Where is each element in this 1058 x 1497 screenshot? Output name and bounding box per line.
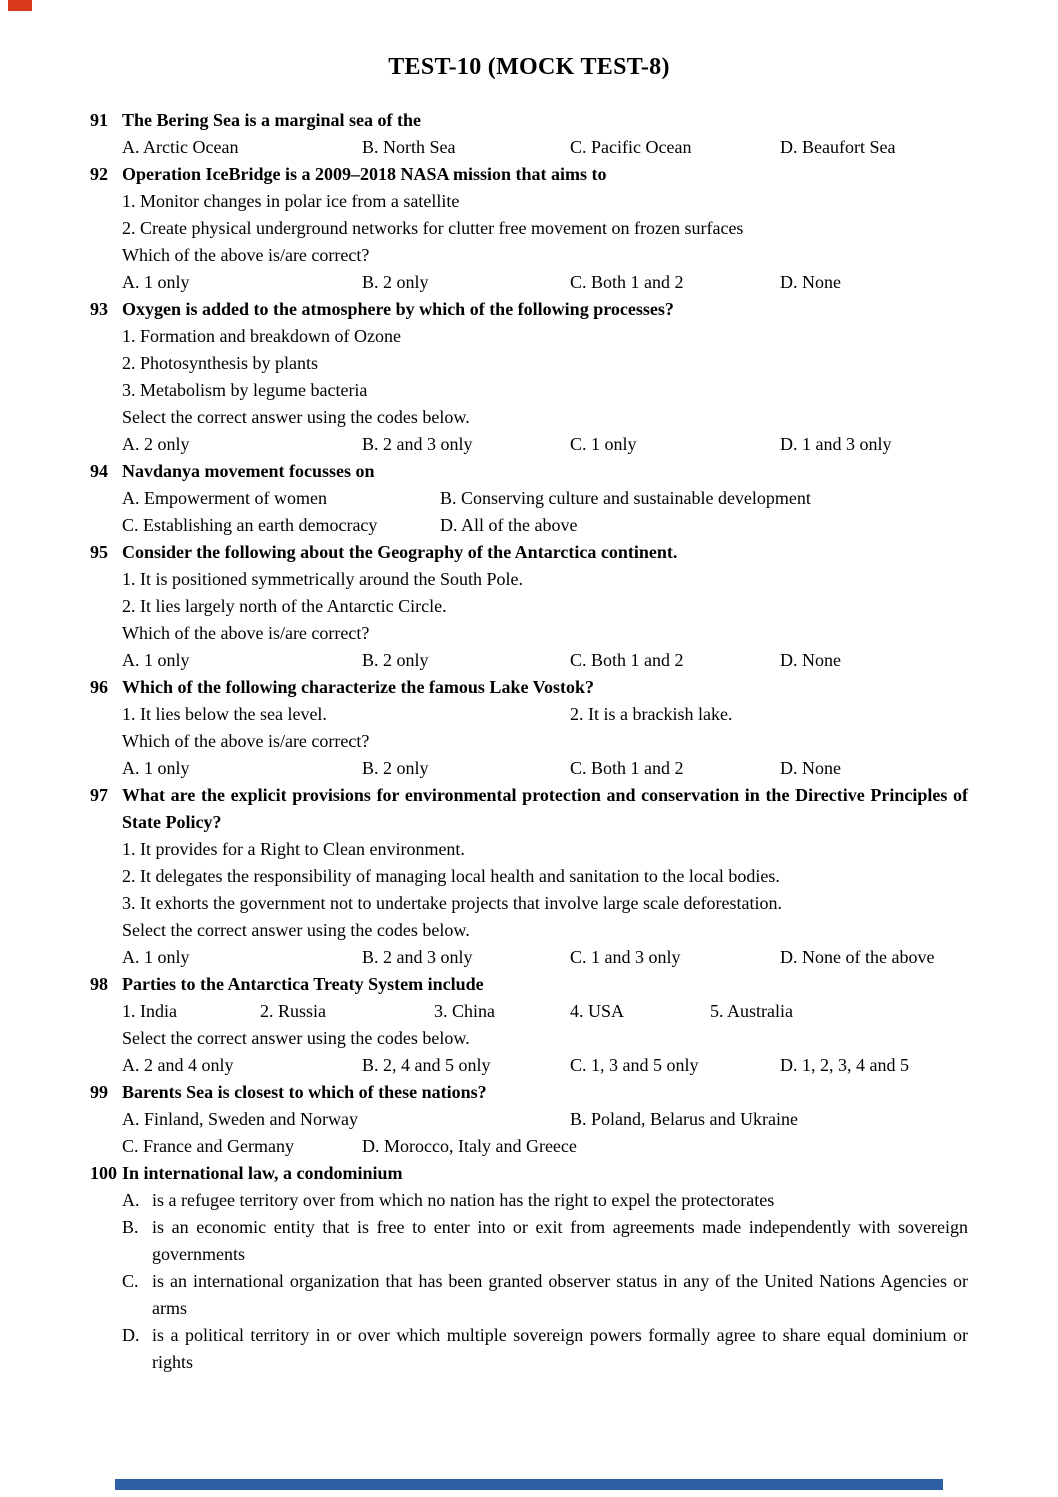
option-cell: D. None bbox=[780, 650, 841, 670]
option-cell: 5. Australia bbox=[710, 1001, 793, 1021]
question-text: The Bering Sea is a marginal sea of the bbox=[122, 110, 421, 130]
option-cell: D. All of the above bbox=[440, 515, 578, 535]
option-cell: A. 1 only bbox=[122, 947, 190, 967]
options-row bbox=[122, 755, 968, 782]
question-text: Consider the following about the Geography of the Antarctica continent. bbox=[122, 542, 678, 562]
question-heading bbox=[90, 674, 968, 701]
option-text: is an economic entity that is free to enter into or exit from agreements made independently with sovereign governments bbox=[152, 1217, 968, 1264]
statement-line: Which of the above is/are correct? bbox=[122, 731, 370, 751]
question-number: 99 bbox=[90, 1082, 108, 1102]
lettered-option bbox=[122, 1187, 968, 1214]
option-letter: C. bbox=[122, 1271, 139, 1291]
question-text: Which of the following characterize the famous Lake Vostok? bbox=[122, 677, 594, 697]
lettered-option bbox=[122, 1214, 968, 1268]
option-cell: B. 2 only bbox=[362, 758, 429, 778]
question-heading bbox=[90, 782, 968, 836]
option-cell: A. Arctic Ocean bbox=[122, 137, 239, 157]
option-cell: D. Beaufort Sea bbox=[780, 137, 896, 157]
option-cell: C. 1 and 3 only bbox=[570, 947, 681, 967]
statement-line: 1. It provides for a Right to Clean environment. bbox=[122, 839, 465, 859]
question-text: What are the explicit provisions for environmental protection and conservation in the Directive Principles of State Policy? bbox=[122, 785, 968, 832]
option-letter: D. bbox=[122, 1325, 140, 1345]
question-text: Oxygen is added to the atmosphere by which of the following processes? bbox=[122, 299, 674, 319]
statement-line: 3. Metabolism by legume bacteria bbox=[122, 380, 368, 400]
statement-line: 3. It exhorts the government not to undertake projects that involve large scale deforestation. bbox=[122, 893, 782, 913]
option-cell: D. Morocco, Italy and Greece bbox=[362, 1136, 577, 1156]
question-body bbox=[122, 134, 968, 161]
statement-line: Which of the above is/are correct? bbox=[122, 623, 370, 643]
question-heading bbox=[90, 161, 968, 188]
question-heading bbox=[90, 1079, 968, 1106]
option-letter: B. bbox=[122, 1217, 139, 1237]
question-number: 92 bbox=[90, 164, 108, 184]
question-heading bbox=[90, 971, 968, 998]
option-cell: B. Conserving culture and sustainable development bbox=[440, 488, 811, 508]
option-cell: D. 1 and 3 only bbox=[780, 434, 892, 454]
option-cell: A. 1 only bbox=[122, 650, 190, 670]
option-cell: D. 1, 2, 3, 4 and 5 bbox=[780, 1055, 909, 1075]
options-row bbox=[122, 269, 968, 296]
question-number: 96 bbox=[90, 677, 108, 697]
statement-line: Select the correct answer using the codes below. bbox=[122, 407, 470, 427]
footer-bar bbox=[115, 1479, 943, 1490]
question bbox=[90, 107, 968, 161]
question-body bbox=[122, 998, 968, 1079]
option-cell: 4. USA bbox=[570, 1001, 625, 1021]
question bbox=[90, 161, 968, 296]
statement-line: 1. Formation and breakdown of Ozone bbox=[122, 326, 401, 346]
options-row bbox=[122, 485, 968, 512]
option-cell: 1. It lies below the sea level. bbox=[122, 704, 327, 724]
option-cell: B. 2 and 3 only bbox=[362, 947, 473, 967]
options-row bbox=[122, 512, 968, 539]
question-body bbox=[122, 1187, 968, 1376]
options-row bbox=[122, 1052, 968, 1079]
options-row bbox=[122, 998, 968, 1025]
question-text: Barents Sea is closest to which of these nations? bbox=[122, 1082, 487, 1102]
statement-line: 2. Photosynthesis by plants bbox=[122, 353, 319, 373]
corner-mark bbox=[8, 0, 32, 11]
lettered-option bbox=[122, 1268, 968, 1322]
question-number: 93 bbox=[90, 299, 108, 319]
option-cell: 2. It is a brackish lake. bbox=[570, 704, 733, 724]
option-letter: A. bbox=[122, 1190, 140, 1210]
options-row bbox=[122, 431, 968, 458]
question-heading bbox=[90, 539, 968, 566]
option-text: is a political territory in or over which multiple sovereign powers formally agree to share equal dominium or rights bbox=[152, 1325, 968, 1372]
option-cell: D. None bbox=[780, 758, 841, 778]
statement-line: 2. It delegates the responsibility of managing local health and sanitation to the local bodies. bbox=[122, 866, 780, 886]
option-cell: B. 2 only bbox=[362, 272, 429, 292]
question-number: 100 bbox=[90, 1163, 117, 1183]
options-row bbox=[122, 944, 968, 971]
option-cell: C. 1 only bbox=[570, 434, 637, 454]
question bbox=[90, 674, 968, 782]
option-cell: A. Empowerment of women bbox=[122, 488, 327, 508]
option-cell: A. Finland, Sweden and Norway bbox=[122, 1109, 358, 1129]
question-body bbox=[122, 1106, 968, 1160]
question-heading bbox=[90, 1160, 968, 1187]
option-cell: B. 2 and 3 only bbox=[362, 434, 473, 454]
option-cell: A. 1 only bbox=[122, 272, 190, 292]
option-cell: C. Both 1 and 2 bbox=[570, 758, 684, 778]
option-cell: 3. China bbox=[434, 1001, 495, 1021]
question-text: Navdanya movement focusses on bbox=[122, 461, 375, 481]
statement-line: 1. Monitor changes in polar ice from a satellite bbox=[122, 191, 460, 211]
option-cell: C. Both 1 and 2 bbox=[570, 272, 684, 292]
option-cell: 2. Russia bbox=[260, 1001, 327, 1021]
option-text: is an international organization that has been granted observer status in any of the United Nations Agencies or arms bbox=[152, 1271, 968, 1318]
question-text: In international law, a condominium bbox=[122, 1163, 403, 1183]
option-cell: D. None of the above bbox=[780, 947, 935, 967]
option-cell: D. None bbox=[780, 272, 841, 292]
option-cell: C. Establishing an earth democracy bbox=[122, 515, 378, 535]
option-cell: 1. India bbox=[122, 1001, 177, 1021]
statement-line: 1. It is positioned symmetrically around the South Pole. bbox=[122, 569, 523, 589]
question-body bbox=[122, 836, 968, 971]
question-number: 97 bbox=[90, 785, 108, 805]
option-cell: C. Both 1 and 2 bbox=[570, 650, 684, 670]
question-heading bbox=[90, 107, 968, 134]
option-cell: C. 1, 3 and 5 only bbox=[570, 1055, 699, 1075]
question bbox=[90, 296, 968, 458]
question bbox=[90, 458, 968, 539]
question-number: 98 bbox=[90, 974, 108, 994]
question-heading bbox=[90, 458, 968, 485]
options-row bbox=[122, 134, 968, 161]
option-cell: C. France and Germany bbox=[122, 1136, 294, 1156]
option-cell: B. 2 only bbox=[362, 650, 429, 670]
option-cell: A. 2 and 4 only bbox=[122, 1055, 234, 1075]
question-text: Operation IceBridge is a 2009–2018 NASA mission that aims to bbox=[122, 164, 607, 184]
statement-line: Select the correct answer using the codes below. bbox=[122, 1028, 470, 1048]
question-number: 94 bbox=[90, 461, 108, 481]
question-body bbox=[122, 323, 968, 458]
options-row bbox=[122, 1133, 968, 1160]
statement-line: 2. It lies largely north of the Antarctic Circle. bbox=[122, 596, 447, 616]
question-number: 91 bbox=[90, 110, 108, 130]
question-text: Parties to the Antarctica Treaty System include bbox=[122, 974, 484, 994]
question-body bbox=[122, 188, 968, 296]
question-body bbox=[122, 701, 968, 782]
option-text: is a refugee territory over from which no nation has the right to expel the protectorates bbox=[152, 1190, 775, 1210]
options-row bbox=[122, 1106, 968, 1133]
question bbox=[90, 1079, 968, 1160]
question bbox=[90, 971, 968, 1079]
option-cell: A. 1 only bbox=[122, 758, 190, 778]
question-list bbox=[0, 107, 1058, 1376]
option-cell: A. 2 only bbox=[122, 434, 190, 454]
question bbox=[90, 782, 968, 971]
question-body bbox=[122, 485, 968, 539]
question-heading bbox=[90, 296, 968, 323]
statement-line: 2. Create physical underground networks for clutter free movement on frozen surfaces bbox=[122, 218, 744, 238]
statement-line: Which of the above is/are correct? bbox=[122, 245, 370, 265]
statement-line: Select the correct answer using the codes below. bbox=[122, 920, 470, 940]
question-body bbox=[122, 566, 968, 674]
option-cell: B. North Sea bbox=[362, 137, 456, 157]
lettered-option bbox=[122, 1322, 968, 1376]
page-title: TEST-10 (MOCK TEST-8) bbox=[388, 54, 670, 80]
options-row bbox=[122, 647, 968, 674]
option-cell: B. Poland, Belarus and Ukraine bbox=[570, 1109, 798, 1129]
question bbox=[90, 539, 968, 674]
option-cell: B. 2, 4 and 5 only bbox=[362, 1055, 491, 1075]
options-row bbox=[122, 701, 968, 728]
option-cell: C. Pacific Ocean bbox=[570, 137, 692, 157]
question bbox=[90, 1160, 968, 1376]
question-number: 95 bbox=[90, 542, 108, 562]
